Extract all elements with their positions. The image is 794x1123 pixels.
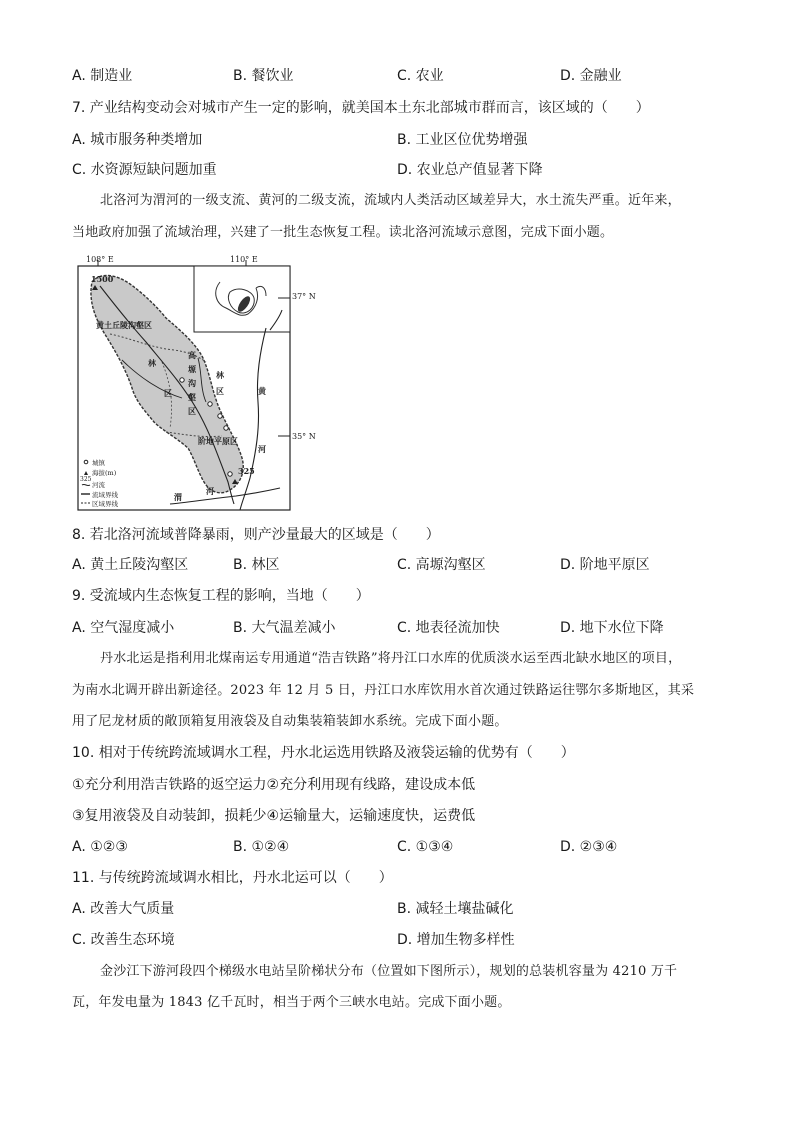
q10-statements-1: ①充分利用浩吉铁路的返空运力②充分利用现有线路，建设成本低 [72,777,476,793]
region-plateau-char: 高 [188,350,196,360]
q9-option-c: C. 地表径流加快 [397,620,500,636]
legend-town: 城镇 [92,459,105,467]
q8-option-a: A. 黄土丘陵沟壑区 [72,557,189,573]
elevation-low-label: 325 [238,466,255,476]
latitude-37-label: 37° N [292,292,316,301]
q11-option-c: C. 改善生态环境 [72,932,175,948]
q10-option-d: D. ②③④ [560,839,618,855]
region-forest2-char: 林 [216,370,224,380]
q7-option-c: C. 水资源短缺问题加重 [72,162,217,178]
q6-option-b: B. 餐饮业 [233,68,294,84]
town-marker [218,414,222,418]
q11-option-d: D. 增加生物多样性 [397,932,515,948]
q6-option-a: A. 制造业 [72,68,133,84]
latitude-35-label: 35° N [292,432,316,441]
elevation-high-label: 1500 [91,274,114,284]
yellow-river-char: 河 [258,444,266,454]
q7-option-b: B. 工业区位优势增强 [397,132,528,148]
passage2-line2: 为南水北调开辟出新途径。2023 年 12 月 5 日，丹江口水库饮用水首次通过铁路运往鄂尔多斯地区，其采 [72,683,695,698]
yellow-river-char: 黄 [258,386,266,396]
legend-elevation: 海拔(m) [92,469,117,477]
q8-option-c: C. 高塬沟壑区 [397,557,486,573]
q7-option-d: D. 农业总产值显著下降 [397,162,543,178]
region-plateau-char: 区 [188,406,196,416]
q7-option-a: A. 城市服务种类增加 [72,132,203,148]
q10-option-b: B. ①②④ [233,839,290,855]
region-forest-char: 区 [164,388,172,398]
q10-option-c: C. ①③④ [397,839,454,855]
passage2-line3: 用了尼龙材质的敞顶箱复用液袋及自动集装箱装卸水系统。完成下面小题。 [72,714,508,729]
region-plateau-char: 塬 [188,364,196,374]
q10-option-a: A. ①②③ [72,839,128,855]
region-plateau-char: 壑 [188,392,196,402]
region-plateau-char: 沟 [188,378,196,388]
longitude-110-label: 110° E [230,255,258,264]
q6-option-c: C. 农业 [397,68,444,84]
region-terrace-plain-label: 阶地平原区 [198,436,238,446]
q8-stem: 8. 若北洛河流域普降暴雨，则产沙量最大的区域是（ ） [72,527,440,543]
q9-option-d: D. 地下水位下降 [560,620,664,636]
legend-region-boundary: 区域界线 [92,500,118,508]
town-marker [208,402,212,406]
passage1-line1: 北洛河为渭河的一级支流、黄河的二级支流，流域内人类活动区域差异大，水土流失严重。近年来， [100,193,681,208]
town-marker [224,426,228,430]
q10-stem: 10. 相对于传统跨流域调水工程，丹水北运选用铁路及液袋运输的优势有（ ） [72,745,575,761]
passage3-line2: 瓦，年发电量为 1843 亿千瓦时，相当于两个三峡水电站。完成下面小题。 [72,995,511,1010]
longitude-108-label: 108° E [86,255,114,264]
wei-river-char: 河 [206,486,214,496]
legend-elevation-sample: 325 [80,476,92,483]
region-forest-char: 林 [148,358,156,368]
q10-statements-2: ③复用液袋及自动装卸，损耗少④运输量大，运输速度快，运费低 [72,808,476,824]
legend-basin-boundary: 流域界线 [92,491,118,499]
town-marker [180,378,184,382]
q6-option-d: D. 金融业 [560,68,622,84]
legend-river: 河流 [92,481,105,489]
wei-river-char: 渭 [174,492,182,502]
region-loess-hilly-label: 黄土丘陵沟壑区 [96,320,152,330]
q11-option-b: B. 减轻土壤盐碱化 [397,901,514,917]
town-marker [228,472,232,476]
region-forest2-char: 区 [216,386,224,396]
passage2-line1: 丹水北运是指利用北煤南运专用通道“浩吉铁路”将丹江口水库的优质淡水运至西北缺水地区的项目， [100,651,682,666]
q7-stem: 7. 产业结构变动会对城市产生一定的影响，就美国本土东北部城市群而言，该区域的（ ） [72,100,650,116]
yellow-river [240,328,266,510]
passage3-line1: 金沙江下游河段四个梯级水电站呈阶梯状分布（位置如下图所示），规划的总装机容量为 4210 万千 [100,964,678,979]
q8-option-b: B. 林区 [233,557,280,573]
q9-stem: 9. 受流域内生态恢复工程的影响，当地（ ） [72,588,370,604]
beiluo-river-basin-map [70,252,316,516]
q9-option-b: B. 大气温差减小 [233,620,336,636]
q8-option-d: D. 阶地平原区 [560,557,650,573]
q9-option-a: A. 空气湿度减小 [72,620,175,636]
map-legend [80,458,119,508]
passage1-line2: 当地政府加强了流域治理，兴建了一批生态恢复工程。读北洛河流域示意图，完成下面小题。 [72,225,614,240]
q11-option-a: A. 改善大气质量 [72,901,175,917]
q11-stem: 11. 与传统跨流域调水相比，丹水北运可以（ ） [72,870,393,886]
